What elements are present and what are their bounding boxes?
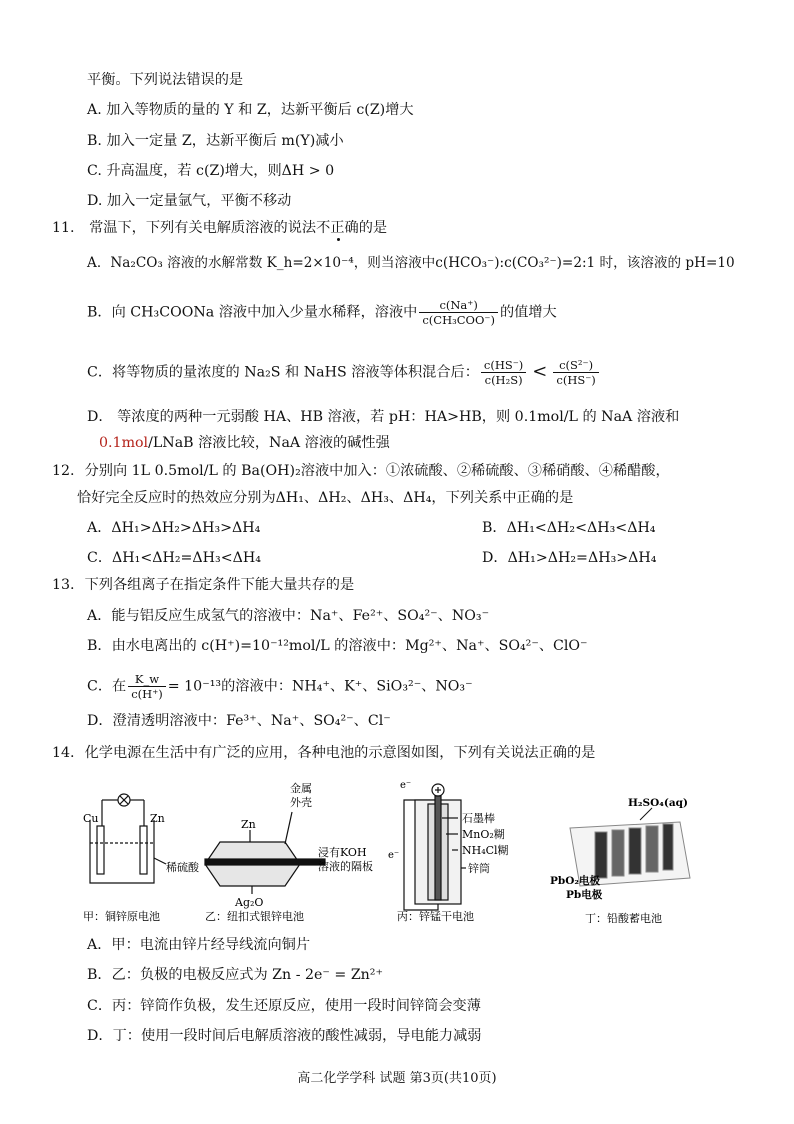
q13-option-c: C．在 $\frac{K\_w}{c(H^+)}$ = 10⁻¹³的溶液中：NH₄⁺、K⁺、SiO₃²⁻、NO₃⁻ bbox=[87, 672, 473, 701]
pb-label: Pb电极 bbox=[566, 889, 603, 901]
battery-figure bbox=[80, 778, 720, 923]
q10-option-b: B. 加入一定量 Z，达新平衡后 m(Y)减小 bbox=[87, 133, 344, 149]
q12-stem-1: 12. 分别向 1L 0.5mol/L 的 Ba(OH)₂溶液中加入：①浓硫酸、②稀硫酸、③稀硝酸、④稀醋酸， bbox=[52, 463, 670, 479]
q12-number: 12. bbox=[52, 463, 75, 479]
button-cell-diagram bbox=[205, 812, 325, 894]
zn-label: Zn bbox=[150, 812, 165, 825]
q11-b-fraction: $\frac{c(Na^+)}{\text{c(CH₃COO⁻)}}$ bbox=[419, 298, 498, 327]
q12-option-c: C．ΔH₁<ΔH₂=ΔH₃<ΔH₄ bbox=[87, 550, 261, 566]
koh-label-2: 溶液的隔板 bbox=[318, 860, 373, 873]
caption-ding: 丁：铅酸蓄电池 bbox=[585, 912, 662, 923]
q13-stem: 13. 下列各组离子在指定条件下能大量共存的是 bbox=[52, 577, 355, 593]
h2so4-label: H₂SO₄(aq) bbox=[628, 797, 688, 809]
q12-option-b: B．ΔH₁<ΔH₂<ΔH₃<ΔH₄ bbox=[482, 520, 656, 536]
zinc-can-label: 锌筒 bbox=[468, 862, 490, 875]
zn2-label: Zn bbox=[241, 818, 256, 831]
pbo2-label: PbO₂电极 bbox=[550, 875, 600, 887]
ag2o-label: Ag₂O bbox=[235, 896, 264, 909]
mno2-label: MnO₂糊 bbox=[462, 828, 505, 841]
q10-tail: 平衡。下列说法错误的是 bbox=[87, 72, 244, 88]
koh-label: 浸有KOH bbox=[318, 846, 367, 859]
q12-option-d: D．ΔH₁>ΔH₂=ΔH₃>ΔH₄ bbox=[482, 550, 657, 566]
q13-c-fraction: $\frac{K\_w}{c(H^+)}$ bbox=[128, 672, 166, 701]
page-footer: 高二化学学科 试题 第3页(共10页) bbox=[297, 1071, 497, 1086]
q14-option-a: A．甲：电流由锌片经导线流向铜片 bbox=[87, 937, 311, 953]
q14-number: 14. bbox=[52, 745, 75, 761]
cu-zn-cell-diagram bbox=[90, 794, 166, 883]
q11-option-c: C．将等物质的量浓度的 Na₂S 和 NaHS 溶液等体积混合后： $\frac{c(HS^-)}{\text{c(H₂S)}}$ < $\frac{\text{c(S²⁻)}}{c(HS^-)}$ bbox=[87, 358, 601, 387]
q13-number: 13. bbox=[52, 577, 75, 593]
q14-stem: 14. 化学电源在生活中有广泛的应用，各种电池的示意图如图，下列有关说法正确的是 bbox=[52, 745, 596, 761]
q13-option-d: D．澄清透明溶液中：Fe³⁺、Na⁺、SO₄²⁻、Cl⁻ bbox=[87, 713, 391, 729]
e-label-top: e⁻ bbox=[400, 780, 412, 791]
q11-c-fraction-1: $\frac{c(HS^-)}{\text{c(H₂S)}}$ bbox=[481, 358, 526, 387]
caption-yi: 乙：纽扣式银锌电池 bbox=[205, 910, 304, 923]
q13-option-a: A．能与铝反应生成氢气的溶液中：Na⁺、Fe²⁺、SO₄²⁻、NO₃⁻ bbox=[87, 608, 490, 624]
caption-bing: 丙：锌锰干电池 bbox=[397, 910, 474, 923]
q14-option-c: C．丙：锌筒作负极，发生还原反应，使用一段时间锌筒会变薄 bbox=[87, 998, 481, 1014]
q11-emphasis: 不正确 bbox=[316, 220, 359, 236]
nh4cl-label: NH₄Cl糊 bbox=[462, 844, 509, 857]
q10-option-d: D. 加入一定量氩气，平衡不移动 bbox=[87, 193, 292, 209]
shell-label-2: 外壳 bbox=[290, 796, 312, 809]
acid-label: 稀硫酸 bbox=[166, 861, 199, 874]
q11-option-d-line2: 0.1mol/LNaB 溶液比较，NaA 溶液的碱性强 bbox=[99, 435, 390, 451]
q11-c-fraction-2: $\frac{\text{c(S²⁻)}}{c(HS^-)}$ bbox=[553, 358, 598, 387]
caption-jia: 甲：铜锌原电池 bbox=[83, 910, 160, 923]
q12-stem-2: 恰好完全反应时的热效应分别为ΔH₁、ΔH₂、ΔH₃、ΔH₄，下列关系中正确的是 bbox=[77, 490, 574, 506]
q11-option-b: B．向 CH₃COONa 溶液中加入少量水稀释，溶液中 $\frac{c(Na^+)}{\text{c(CH₃COO⁻)}}$ 的值增大 bbox=[87, 298, 557, 327]
q14-option-b: B．乙：负极的电极反应式为 Zn - 2e⁻ = Zn²⁺ bbox=[87, 967, 383, 983]
cu-label: Cu bbox=[83, 812, 99, 825]
e-label-side: e⁻ bbox=[388, 850, 400, 861]
q11-option-a: A．Na₂CO₃ 溶液的水解常数 K_h=2×10⁻⁴，则当溶液中c(HCO₃⁻):c(CO₃²⁻)=2:1 时，该溶液的 pH=10 bbox=[87, 255, 735, 271]
q13-option-b: B．由水电离出的 c(H⁺)=10⁻¹²mol/L 的溶液中：Mg²⁺、Na⁺、SO₄²⁻、ClO⁻ bbox=[87, 638, 588, 654]
q11-option-d-line1: D． 等浓度的两种一元弱酸 HA、HB 溶液，若 pH：HA>HB，则 0.1mol/L 的 NaA 溶液和 bbox=[87, 409, 680, 425]
dry-cell-diagram bbox=[404, 784, 466, 910]
q11-number: 11. bbox=[52, 220, 75, 236]
graphite-label: 石墨棒 bbox=[462, 812, 495, 825]
q10-option-a: A. 加入等物质的量的 Y 和 Z，达新平衡后 c(Z)增大 bbox=[87, 102, 414, 118]
q10-option-c: C. 升高温度，若 c(Z)增大，则ΔH > 0 bbox=[87, 163, 335, 179]
q14-option-d: D．丁：使用一段时间后电解质溶液的酸性减弱，导电能力减弱 bbox=[87, 1028, 482, 1044]
q12-option-a: A．ΔH₁>ΔH₂>ΔH₃>ΔH₄ bbox=[87, 520, 261, 536]
q11-stem: 11. 常温下，下列有关电解质溶液的说法不正确的是 bbox=[52, 220, 388, 236]
shell-label: 金属 bbox=[290, 782, 312, 795]
